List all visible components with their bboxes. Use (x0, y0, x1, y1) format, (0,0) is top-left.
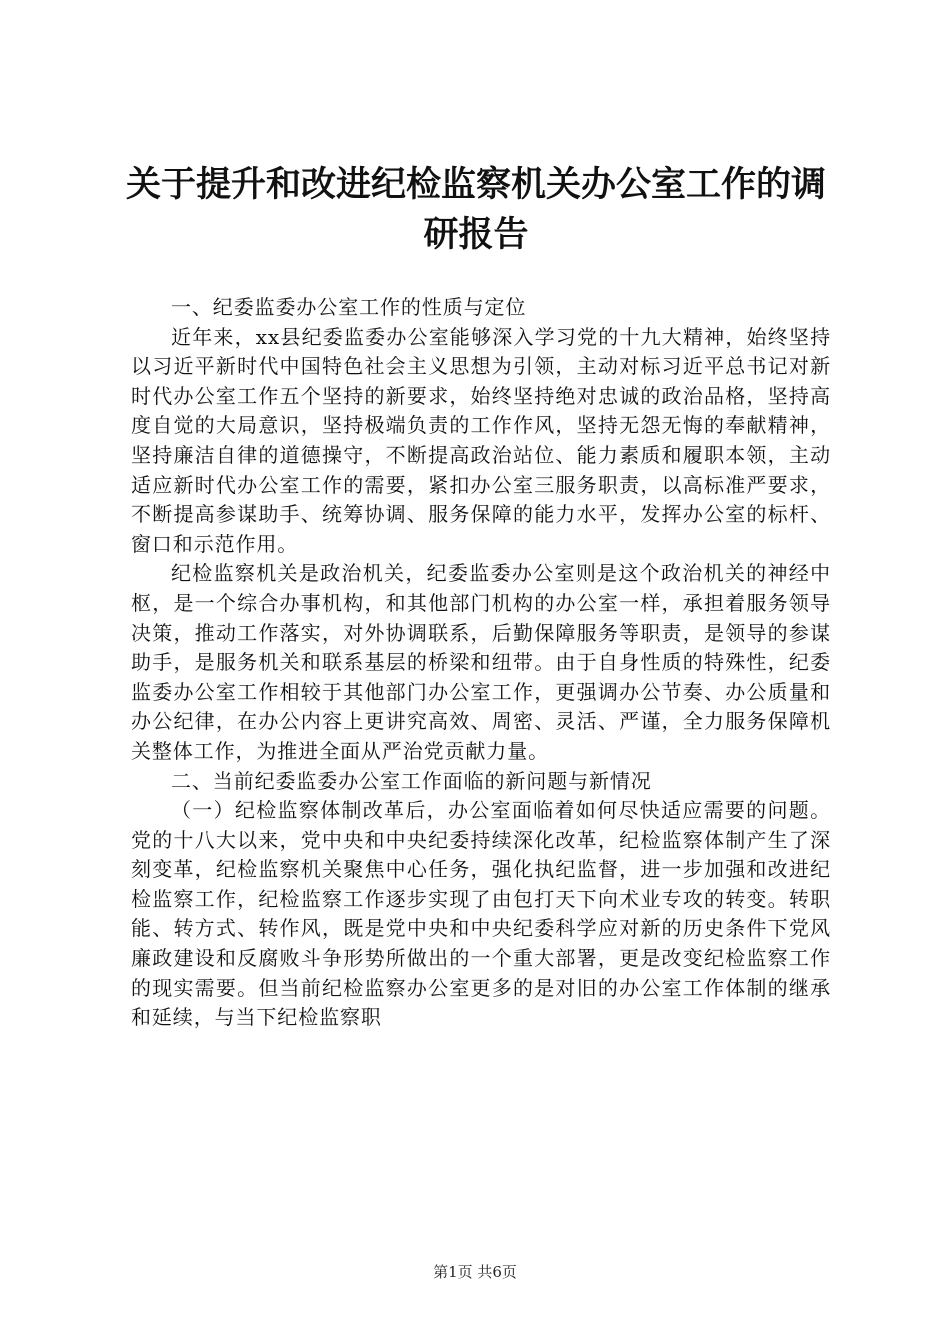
paragraph-1: 近年来，xx县纪委监委办公室能够深入学习党的十九大精神，始终坚持以习近平新时代中国特色社会主义思想为引领，主动对标习近平总书记对新时代办公室工作五个坚持的新要求，始终坚持绝对忠诚的政治品格，坚持高度自觉的大局意识，坚持极端负责的工作作风，坚持无怨无悔的奉献精神，坚持廉洁自律的道德操守，不断提高政治站位、能力素质和履职本领，主动适应新时代办公室工作的需要，紧扣办公室三服务职责，以高标准严要求，不断提高参谋助手、统筹协调、服务保障的能力水平，发挥办公室的标杆、窗口和示范作用。 (131, 324, 831, 556)
document-body (131, 293, 831, 1033)
title-line-2: 研报告 (423, 214, 529, 255)
title-line-1: 关于提升和改进纪检监察机关办公室工作的调 (125, 164, 826, 205)
section-heading-2: 二、当前纪委监委办公室工作面临的新问题与新情况 (171, 768, 652, 793)
paragraph-3: （一）纪检监察体制改革后，办公室面临着如何尽快适应需要的问题。党的十八大以来，党中央和中央纪委持续深化改革，纪检监察体制产生了深刻变革，纪检监察机关聚焦中心任务，强化执纪监督，进一步加强和改进纪检监察工作，纪检监察工作逐步实现了由包打天下向术业专攻的转变。转职能、转方式、转作风，既是党中央和中央纪委科学应对新的历史条件下党风廉政建设和反腐败斗争形势所做出的一个重大部署，更是改变纪检监察工作的现实需要。但当前纪检监察办公室更多的是对旧的办公室工作体制的继承和延续，与当下纪检监察职 (131, 798, 831, 1030)
document-title (120, 160, 832, 260)
paragraph-2: 纪检监察机关是政治机关，纪委监委办公室则是这个政治机关的神经中枢，是一个综合办事机构，和其他部门机构的办公室一样，承担着服务领导决策，推动工作落实，对外协调联系，后勤保障服务等职责，是领导的参谋助手，是服务机关和联系基层的桥梁和纽带。由于自身性质的特殊性，纪委监委办公室工作相较于其他部门办公室工作，更强调办公节奏、办公质量和办公纪律，在办公内容上更讲究高效、周密、灵活、严谨，全力服务保障机关整体工作，为推进全面从严治党贡献力量。 (131, 561, 831, 763)
section-heading-1: 一、纪委监委办公室工作的性质与定位 (171, 295, 527, 319)
page-footer: 第1页 共6页 (433, 1263, 517, 1281)
